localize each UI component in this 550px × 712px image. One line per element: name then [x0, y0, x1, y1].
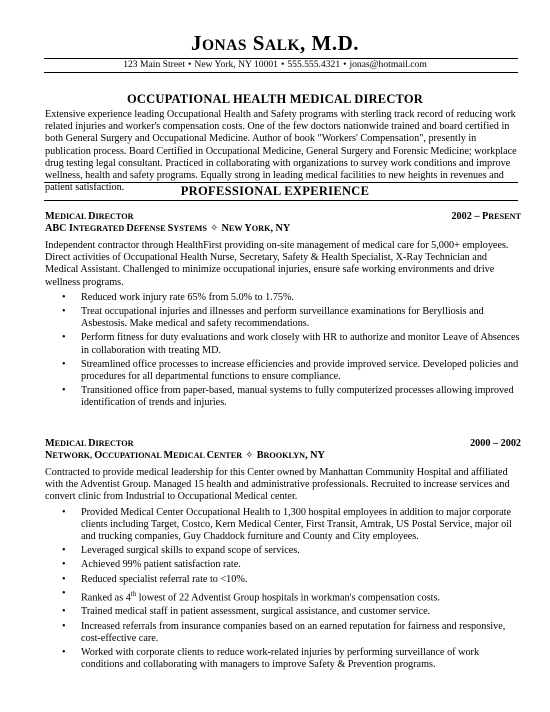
list-item: • Reduced specialist referral rate to <10%.	[62, 573, 248, 585]
bullet-icon: •	[62, 620, 66, 632]
list-item: • Achieved 99% patient satisfaction rate.	[62, 559, 241, 571]
list-item: • Treat occupational injuries and illnesses and perform surveillance examinations for Berylliosis and Asbestosis. Make medical and safety recommendations.	[62, 306, 484, 330]
job-entry-1	[45, 211, 521, 412]
list-item: • Reduced work injury rate 65% from 5.0% to 1.75%.	[62, 291, 295, 303]
list-item: • Trained medical staff in patient assessment, surgical assistance, and customer service.	[62, 606, 431, 618]
job-description: Independent contractor through HealthFirst providing on-site management of medical care for 5,000+ employees. Direct activities of Occupational Health Nurse, Secretary, Safety & Health Specialist, X-Ray Technician and Medical Assistant. Challenged to minimize occupational injuries, ensure safe working environments and drive wellness programs.	[45, 240, 509, 288]
list-item: • Perform fitness for duty evaluations and work closely with HR to authorize and monitor Leave of Absences in collaboration with treating MD.	[62, 332, 520, 356]
section-title-experience: PROFESSIONAL EXPERIENCE	[180, 184, 370, 198]
list-item: • Leveraged surgical skills to expand scope of services.	[62, 545, 300, 557]
job-achievements	[45, 292, 521, 410]
bullet-icon: •	[62, 358, 66, 370]
contact-email: jonas@hotmail.com	[349, 59, 427, 70]
diamond-separator-icon: ✧	[209, 223, 219, 234]
list-item: • Worked with corporate clients to reduce work-related injuries by performing surveillance of work conditions and collaborating with managers to improve Safety & Prevention programs.	[62, 647, 480, 671]
summary-paragraph: Extensive experience leading Occupational Health and Safety programs with sterling track record of reducing work related injuries and worker's compensation costs. One of the few doctors nationwide trained and board certified in both General Surgery and Occupational Medicine. Author of book "Workers' Compensation", presently in publication process. Board Certified in Occupational Medicine, General Surgery and Forensic Medicine; workplace drug testing legal consultant. Practiced in collaborating with organizations to survey work conditions and improve wellness, health and safety programs. Equally strong in leading medical facilities to new heights in revenues and patient satisfaction.	[45, 109, 517, 194]
list-item: • Increased referrals from insurance companies based on an earned reputation for fairness and responsive, cost-effective care.	[62, 620, 506, 644]
diamond-separator-icon: ✧	[245, 450, 254, 461]
contact-address: 123 Main Street	[123, 59, 186, 70]
job-organization: NETWORK, OCCUPATIONAL MEDICAL CENTER ✧ BROOKLYN, NY	[45, 450, 325, 461]
list-item: • Transitioned office from paper-based, manual systems to fully computerized processes allowing improved identification of trends and injuries.	[62, 385, 514, 409]
bullet-icon: •	[62, 573, 66, 585]
job-dates: 2002 – PRESENT	[451, 211, 521, 222]
bullet-icon: •	[62, 606, 66, 618]
job-organization: ABC INTEGRATED DEFENSE SYSTEMS ✧ NEW YORK, NY	[45, 223, 291, 234]
contact-phone: 555.555.4321	[287, 59, 341, 70]
contact-line: 123 Main Street • New York, NY 10001 • 555.555.4321 • jonas@hotmail.com	[123, 59, 427, 70]
section-rule-top	[44, 182, 518, 183]
section-rule-bottom	[44, 200, 518, 201]
list-item: • Ranked as 4th lowest of 22 Adventist Group hospitals in workman's compensation costs.	[62, 587, 441, 604]
job-title: MEDICAL DIRECTOR	[45, 438, 134, 449]
candidate-name: JONAS SALK, M.D.	[190, 31, 360, 55]
list-item: • Provided Medical Center Occupational Health to 1,300 hospital employees in addition to major corporate clients including Target, Costco, Kern Medical Center, First Transit, Amtrak, US Postal Service, major oil and trucking companies, Guy Chaddock furniture and County and City employees.	[62, 506, 512, 543]
job-entry-2	[45, 438, 521, 673]
bullet-icon: •	[62, 506, 66, 518]
bullet-icon: •	[62, 385, 66, 397]
bullet-icon: •	[62, 559, 66, 571]
job-achievements	[45, 507, 521, 672]
bullet-icon: •	[62, 332, 66, 344]
professional-headline: OCCUPATIONAL HEALTH MEDICAL DIRECTOR	[126, 92, 424, 106]
job-title-row	[45, 438, 521, 450]
header-rule-bottom	[44, 72, 518, 73]
bullet-icon: •	[62, 545, 66, 557]
job-title: MEDICAL DIRECTOR	[45, 211, 134, 222]
contact-city: New York, NY 10001	[194, 59, 278, 70]
job-title-row	[45, 211, 521, 223]
job-description: Contracted to provide medical leadership for this Center owned by Manhattan Community Hospital and affiliated with the Adventist Group. Managed 15 health and administrative professionals. Recruited to increase services and convert clinic from Industrial to Occupational Medical center.	[45, 467, 510, 503]
bullet-icon: •	[62, 291, 66, 303]
list-item: • Streamlined office processes to increase efficiencies and provide improved service. Developed policies and procedures for all departmental functions to ensure compliance.	[62, 358, 519, 383]
bullet-icon: •	[62, 306, 66, 318]
bullet-icon: •	[62, 647, 66, 659]
job-dates: 2000 – 2002	[470, 438, 521, 449]
bullet-icon: •	[62, 587, 66, 599]
